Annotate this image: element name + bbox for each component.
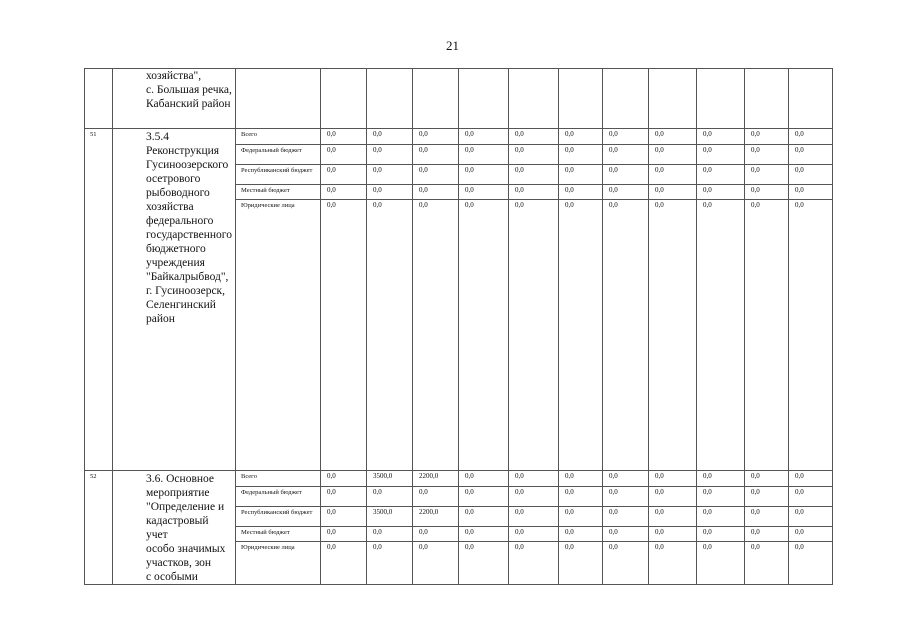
amount-value: 0,0 <box>649 471 696 487</box>
amount-value: 0,0 <box>459 185 508 200</box>
table-body <box>85 69 833 585</box>
amount-value: 3500,0 <box>367 507 412 527</box>
value-cell <box>321 69 367 129</box>
amount-value: 0,0 <box>321 145 366 165</box>
amount-value: 0,0 <box>697 507 744 527</box>
value-cell <box>459 69 509 129</box>
value-cell <box>509 69 559 129</box>
amount-value: 2200,0 <box>413 471 458 487</box>
amount-value: 0,0 <box>459 165 508 185</box>
amount-value: 0,0 <box>327 543 336 551</box>
amount-value: 0,0 <box>413 165 458 185</box>
activity-name-line: рыбоводного <box>146 187 210 199</box>
value-cell <box>559 471 603 585</box>
amount-value: 0,0 <box>655 201 664 209</box>
amount-value: 0,0 <box>559 507 602 527</box>
amount-value: 0,0 <box>321 487 366 507</box>
funding-source-cell <box>236 129 321 471</box>
amount-value: 0,0 <box>559 165 602 185</box>
activity-name-line: 3.5.4 <box>146 131 169 143</box>
amount-value: 0,0 <box>697 165 744 185</box>
amount-value: 0,0 <box>515 201 524 209</box>
value-cell <box>321 129 367 471</box>
amount-value: 0,0 <box>373 543 382 551</box>
amount-value: 0,0 <box>559 487 602 507</box>
amount-value: 0,0 <box>559 145 602 165</box>
activity-name-line: учреждения <box>146 257 205 269</box>
activity-name-line: хозяйства", <box>146 70 202 82</box>
value-cell <box>509 129 559 471</box>
amount-value: 0,0 <box>751 543 760 551</box>
row-number-cell: 52 <box>85 471 113 585</box>
funding-source-label: Федеральный бюджет <box>236 145 320 165</box>
amount-value: 0,0 <box>649 487 696 507</box>
amount-value: 0,0 <box>419 201 428 209</box>
amount-value: 0,0 <box>789 527 832 542</box>
table-row <box>85 471 833 585</box>
activity-name-line: Реконструкция <box>146 145 220 157</box>
value-cell <box>367 69 413 129</box>
row-number-cell <box>85 69 113 129</box>
activity-name-line: г. Гусиноозерск, <box>146 285 226 297</box>
amount-value: 0,0 <box>789 145 832 165</box>
amount-value: 0,0 <box>703 543 712 551</box>
activity-name-line: Селенгинский <box>146 299 216 311</box>
amount-value: 0,0 <box>321 507 366 527</box>
activity-name-line: хозяйства <box>146 201 194 213</box>
amount-value: 0,0 <box>697 185 744 200</box>
amount-value: 0,0 <box>655 543 664 551</box>
activity-name-cell <box>113 471 236 585</box>
amount-value: 0,0 <box>697 471 744 487</box>
value-cell <box>697 69 745 129</box>
value-cell <box>649 129 697 471</box>
page-number: 21 <box>446 38 459 53</box>
amount-value: 0,0 <box>321 471 366 487</box>
amount-value: 0,0 <box>745 471 788 487</box>
amount-value: 0,0 <box>649 507 696 527</box>
funding-source-label: Федеральный бюджет <box>236 487 320 507</box>
table-row <box>85 129 833 471</box>
amount-value: 0,0 <box>745 185 788 200</box>
amount-value: 0,0 <box>697 527 744 542</box>
activity-name-cell <box>113 69 236 129</box>
value-cell <box>459 471 509 585</box>
amount-value: 0,0 <box>413 145 458 165</box>
value-cell <box>697 471 745 585</box>
funding-source-label: Республиканский бюджет <box>236 165 320 185</box>
amount-value: 0,0 <box>649 527 696 542</box>
value-cell <box>789 471 833 585</box>
amount-value: 0,0 <box>795 201 804 209</box>
amount-value: 0,0 <box>465 201 474 209</box>
value-cell <box>413 471 459 585</box>
activity-name-line: с. Большая речка, <box>146 84 232 96</box>
amount-value: 0,0 <box>459 487 508 507</box>
value-cell <box>745 69 789 129</box>
amount-value: 0,0 <box>649 165 696 185</box>
amount-value: 0,0 <box>321 527 366 542</box>
amount-value: 0,0 <box>419 543 428 551</box>
amount-value: 0,0 <box>367 527 412 542</box>
funding-source-cell <box>236 471 321 585</box>
amount-value: 0,0 <box>565 543 574 551</box>
value-cell <box>559 129 603 471</box>
value-cell <box>367 129 413 471</box>
value-cell <box>789 69 833 129</box>
amount-value: 0,0 <box>459 145 508 165</box>
activity-name-line: "Байкалрыбвод", <box>146 271 229 283</box>
amount-value: 0,0 <box>603 165 648 185</box>
funding-source-cell <box>236 69 321 129</box>
value-cell <box>789 129 833 471</box>
amount-value: 0,0 <box>509 185 558 200</box>
amount-value: 0,0 <box>745 487 788 507</box>
amount-value: 0,0 <box>367 487 412 507</box>
value-cell <box>745 471 789 585</box>
amount-value: 0,0 <box>367 165 412 185</box>
funding-source-label: Всего <box>236 471 320 487</box>
value-cell <box>603 129 649 471</box>
amount-value: 0,0 <box>509 145 558 165</box>
activity-name-line: федерального <box>146 215 214 227</box>
activity-name-cell <box>113 129 236 471</box>
amount-value: 0,0 <box>373 201 382 209</box>
amount-value: 0,0 <box>367 145 412 165</box>
amount-value: 0,0 <box>321 129 366 145</box>
funding-source-label: Республиканский бюджет <box>236 507 320 527</box>
amount-value: 0,0 <box>327 201 336 209</box>
amount-value: 0,0 <box>459 129 508 145</box>
funding-source-label: Местный бюджет <box>236 185 320 200</box>
value-cell <box>603 69 649 129</box>
amount-value: 0,0 <box>789 487 832 507</box>
funding-source-label: Местный бюджет <box>236 527 320 542</box>
amount-value: 0,0 <box>515 543 524 551</box>
amount-value: 0,0 <box>751 201 760 209</box>
amount-value: 0,0 <box>559 527 602 542</box>
amount-value: 0,0 <box>413 185 458 200</box>
amount-value: 0,0 <box>367 129 412 145</box>
amount-value: 2200,0 <box>413 507 458 527</box>
amount-value: 0,0 <box>603 185 648 200</box>
amount-value: 0,0 <box>509 527 558 542</box>
funding-source-label: Юридические лица <box>241 202 295 209</box>
amount-value: 0,0 <box>559 471 602 487</box>
amount-value: 0,0 <box>697 145 744 165</box>
amount-value: 0,0 <box>367 185 412 200</box>
amount-value: 0,0 <box>413 527 458 542</box>
amount-value: 0,0 <box>559 129 602 145</box>
value-cell <box>697 129 745 471</box>
amount-value: 0,0 <box>789 165 832 185</box>
table-row-continued <box>85 69 833 129</box>
amount-value: 0,0 <box>789 471 832 487</box>
amount-value: 0,0 <box>603 129 648 145</box>
value-cell <box>649 69 697 129</box>
value-cell <box>745 129 789 471</box>
activity-name-line: "Определение и <box>146 501 225 513</box>
value-cell <box>603 471 649 585</box>
value-cell <box>413 69 459 129</box>
value-cell <box>321 471 367 585</box>
amount-value: 0,0 <box>603 507 648 527</box>
row-number-cell: 51 <box>85 129 113 471</box>
value-cell <box>367 471 413 585</box>
amount-value: 0,0 <box>603 471 648 487</box>
value-cell <box>649 471 697 585</box>
amount-value: 0,0 <box>413 129 458 145</box>
activity-name-line: государственного <box>146 229 232 241</box>
activity-name-line: кадастровый учет <box>146 515 209 541</box>
activity-name-line: с особыми <box>146 571 198 583</box>
amount-value: 0,0 <box>509 487 558 507</box>
value-cell <box>559 69 603 129</box>
amount-value: 0,0 <box>509 165 558 185</box>
funding-source-label: Всего <box>236 129 320 145</box>
amount-value: 0,0 <box>703 201 712 209</box>
amount-value: 0,0 <box>789 185 832 200</box>
activity-name-line: осетрового <box>146 173 201 185</box>
funding-table <box>84 68 833 585</box>
amount-value: 0,0 <box>459 527 508 542</box>
amount-value: 3500,0 <box>367 471 412 487</box>
amount-value: 0,0 <box>745 507 788 527</box>
amount-value: 0,0 <box>509 471 558 487</box>
amount-value: 0,0 <box>565 201 574 209</box>
activity-name-line: мероприятие <box>146 487 210 499</box>
amount-value: 0,0 <box>789 507 832 527</box>
amount-value: 0,0 <box>609 543 618 551</box>
amount-value: 0,0 <box>795 543 804 551</box>
amount-value: 0,0 <box>649 129 696 145</box>
value-cell <box>459 129 509 471</box>
activity-name-line: район <box>146 313 175 325</box>
amount-value: 0,0 <box>465 543 474 551</box>
amount-value: 0,0 <box>559 185 602 200</box>
activity-name-line: бюджетного <box>146 243 206 255</box>
amount-value: 0,0 <box>609 201 618 209</box>
value-cell <box>413 129 459 471</box>
activity-name-line: Гусиноозерского <box>146 159 229 171</box>
funding-source-label: Юридические лица <box>241 544 295 551</box>
amount-value: 0,0 <box>745 165 788 185</box>
amount-value: 0,0 <box>603 487 648 507</box>
amount-value: 0,0 <box>321 185 366 200</box>
amount-value: 0,0 <box>745 129 788 145</box>
activity-name-line: 3.6. Основное <box>146 473 215 485</box>
activity-name-line: особо значимых <box>146 543 226 555</box>
amount-value: 0,0 <box>459 507 508 527</box>
amount-value: 0,0 <box>697 129 744 145</box>
amount-value: 0,0 <box>321 165 366 185</box>
activity-name-line: Кабанский район <box>146 98 231 110</box>
amount-value: 0,0 <box>603 527 648 542</box>
activity-name-line: участков, зон <box>146 557 212 569</box>
amount-value: 0,0 <box>603 145 648 165</box>
amount-value: 0,0 <box>459 471 508 487</box>
amount-value: 0,0 <box>649 145 696 165</box>
amount-value: 0,0 <box>789 129 832 145</box>
amount-value: 0,0 <box>745 145 788 165</box>
amount-value: 0,0 <box>509 129 558 145</box>
amount-value: 0,0 <box>413 487 458 507</box>
amount-value: 0,0 <box>697 487 744 507</box>
amount-value: 0,0 <box>745 527 788 542</box>
value-cell <box>509 471 559 585</box>
amount-value: 0,0 <box>649 185 696 200</box>
amount-value: 0,0 <box>509 507 558 527</box>
